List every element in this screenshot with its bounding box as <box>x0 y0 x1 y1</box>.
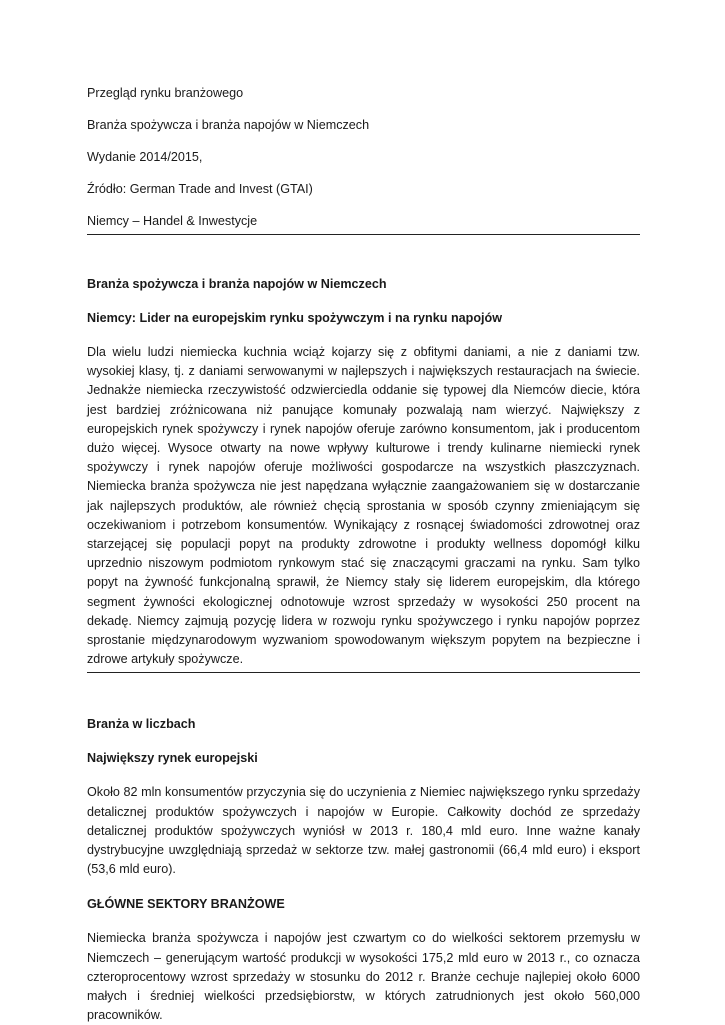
intro-paragraph: Dla wielu ludzi niemiecka kuchnia wciąż kojarzy się z obfitymi daniami, a nie z daniami tzw. wysokiej klasy, tj. z daniami serwowanymi w najlepszych i największych restauracjach na świecie. Jednakże niemiecka rzeczywistość odzwierciedla oddanie się typowej dla Niemców diecie, która jest bardziej zróżnicowana niż panujące komunały pozwalają nam wierzyć. Największy z europejskich rynek spożywczy i rynek napojów oferuje zarówno konsumentom, jak i producentom dużo więcej. Wysoce otwarty na nowe wpływy kulturowe i trendy kulinarne niemiecki rynek spożywczy i rynek napojów oferuje możliwości gospodarcze na wszystkich płaszczyznach. Niemiecka branża spożywcza nie jest napędzana wyłącznie zaangażowaniem się w dostarczanie jak najlepszych produktów, ale również chęcią sprostania w sposób czynny zmieniającym się oczekiwaniom i potrzebom konsumentów. Wynikający z rosnącej świadomości zdrowotnej oraz starzejącej się populacji popyt na produkty zdrowotne i produkty wellness dopomógł kilku uprzednio niszowym podmiotom rynkowym stać się znaczącymi graczami na rynku. Sam tylko popyt na żywność funkcjonalną sprawił, że Niemcy stały się liderem europejskim, dla którego segment żywności ekologicznej odnotowuje wzrost sprzedaży w wysokości 250 procent na dekadę. Niemcy zajmują pozycję lidera w rozwoju rynku spożywczego i rynku napojów poprzez sprostanie międzynarodowym wyzwaniom spowodowanym większym popytem na bezpieczne i zdrowe artykuły spożywcze. <box>87 345 640 667</box>
sectors-paragraph: Niemiecka branża spożywcza i napojów jest czwartym co do wielkości sektorem przemysłu w Niemczech – generującym wartość produkcji w wysokości 175,2 mld euro w 2013 r., co oznacza czteroprocentowy wzrost sprzedaży w stosunku do 2012 r. Branże cechuje najlepiej około 6000 małych i średniej wielkości przedsiębiorstw, w których zatrudnionych jest około 560,000 pracowników. <box>87 931 640 1023</box>
spacer <box>87 293 640 309</box>
section-subtitle: Niemcy: Lider na europejskim rynku spożywczym i na rynku napojów <box>87 311 503 325</box>
document-content <box>87 84 640 1025</box>
report-type: Przegląd rynku branżowego <box>87 86 244 100</box>
section-title: Branża w liczbach <box>87 717 196 732</box>
spacer <box>87 879 640 895</box>
spacer <box>87 327 640 343</box>
document-header <box>87 84 640 230</box>
report-publisher: Niemcy – Handel & Inwestycje <box>87 214 258 228</box>
market-paragraph: Około 82 mln konsumentów przyczynia się do uczynienia z Niemiec największego rynku sprzedaży detalicznej produktów spożywczych i napojów w Europie. Całkowity dochód ze sprzedaży detalicznej produktów spożywczych wyniósł w 2013 r. 180,4 mld euro. Inne ważne kanały dystrybucyjne uwzględniają sprzedaż w sektorze tzw. małej gastronomii (66,4 mld euro) i eksport (53,6 mld euro). <box>87 785 640 877</box>
report-title: Branża spożywcza i branża napojów w Niemczech <box>87 118 370 132</box>
spacer <box>87 767 640 783</box>
section-title: GŁÓWNE SEKTORY BRANŻOWE <box>87 897 285 912</box>
spacer <box>87 913 640 929</box>
section-title: Branża spożywcza i branża napojów w Niemczech <box>87 277 387 291</box>
spacer <box>87 673 640 715</box>
section-subtitle: Największy rynek europejski <box>87 751 258 766</box>
spacer <box>87 733 640 749</box>
report-source: Źródło: German Trade and Invest (GTAI) <box>87 182 313 196</box>
report-edition: Wydanie 2014/2015, <box>87 150 203 164</box>
spacer <box>87 235 640 275</box>
